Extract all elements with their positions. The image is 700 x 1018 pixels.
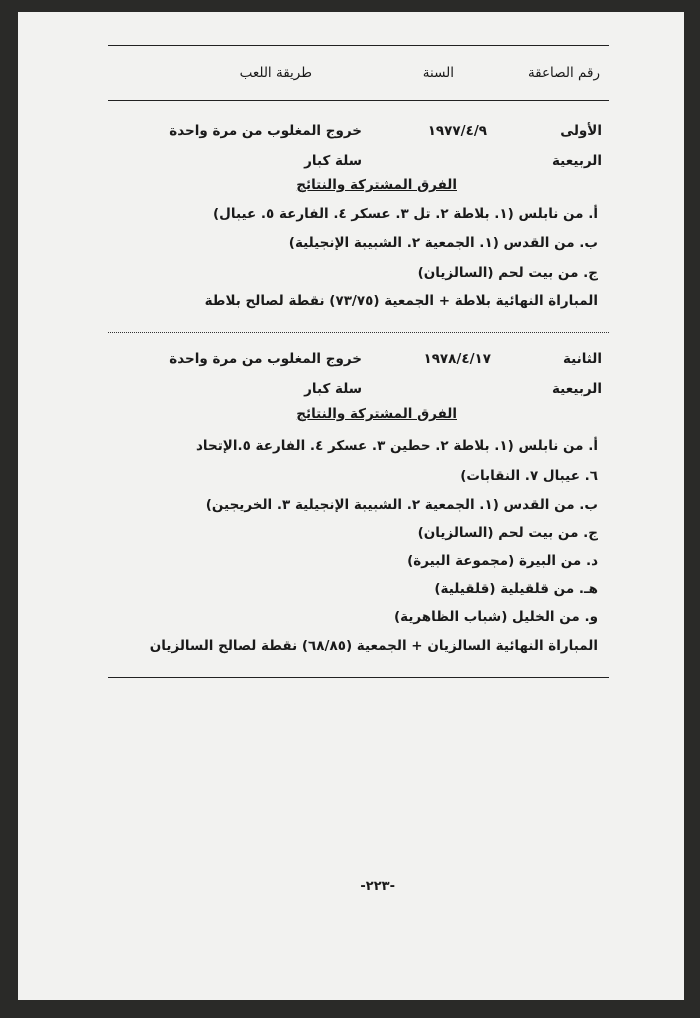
section1-date: ١٩٧٧/٤/٩: [427, 123, 487, 139]
section2-method: خروج المغلوب من مرة واحدة: [169, 351, 362, 367]
section2-line-b: ب. من القدس (١. الجمعية ٢. الشبيبة الإنجيلية ٣. الخريجين): [205, 497, 598, 513]
document-page: [18, 12, 684, 1000]
section1-teams-title: الفرق المشتركة والنتائج: [296, 177, 457, 193]
section2-date: ١٩٧٨/٤/١٧: [423, 351, 491, 367]
section1-line-c: ج. من بيت لحم (السالزيان): [417, 265, 598, 281]
section-divider: [108, 332, 609, 333]
section1-line-a: أ. من نابلس (١. بلاطة ٢. تل ٣. عسكر ٤. الفارعة ٥. عيبال): [213, 206, 598, 222]
section1-line-b: ب. من القدس (١. الجمعية ٢. الشبيبة الإنجيلية): [288, 235, 598, 251]
section2-line-c: ج. من بيت لحم (السالزيان): [417, 525, 598, 541]
section2-season: الربيعية: [552, 381, 602, 397]
header-rule: [108, 100, 609, 101]
header-col-method: طريقة اللعب: [239, 65, 312, 81]
header-col-year: السنة: [422, 65, 454, 81]
section2-line-d: د. من البيرة (مجموعة البيرة): [407, 553, 598, 569]
top-rule: [108, 45, 609, 46]
section1-method: خروج المغلوب من مرة واحدة: [169, 123, 362, 139]
bottom-rule: [108, 677, 609, 678]
section1-season: الربيعية: [552, 153, 602, 169]
section2-line-e: هـ. من قلقيلية (قلقيلية): [434, 581, 598, 597]
section1-final: المباراة النهائية بلاطة + الجمعية (٧٣/٧٥) نقطة لصالح بلاطة: [204, 293, 598, 309]
section2-line-f: و. من الخليل (شباب الظاهرية): [393, 609, 598, 625]
section2-category: سلة كبار: [304, 381, 362, 397]
section2-number: الثانية: [562, 351, 602, 367]
section2-line-a-cont: ٦. عيبال ٧. النقابات): [460, 468, 598, 484]
section1-category: سلة كبار: [304, 153, 362, 169]
header-col-number: رقم الصاعقة: [527, 65, 600, 81]
section2-teams-title: الفرق المشتركة والنتائج: [296, 406, 457, 422]
section1-number: الأولى: [560, 123, 602, 139]
page-number: -٢٢٣-: [360, 879, 395, 894]
section2-line-a: أ. من نابلس (١. بلاطة ٢. حطين ٣. عسكر ٤. الفارعة ٥.الإتحاد: [196, 438, 598, 454]
section2-final: المباراة النهائية السالزيان + الجمعية (٦٨/٨٥) نقطة لصالح السالزيان: [149, 638, 598, 654]
